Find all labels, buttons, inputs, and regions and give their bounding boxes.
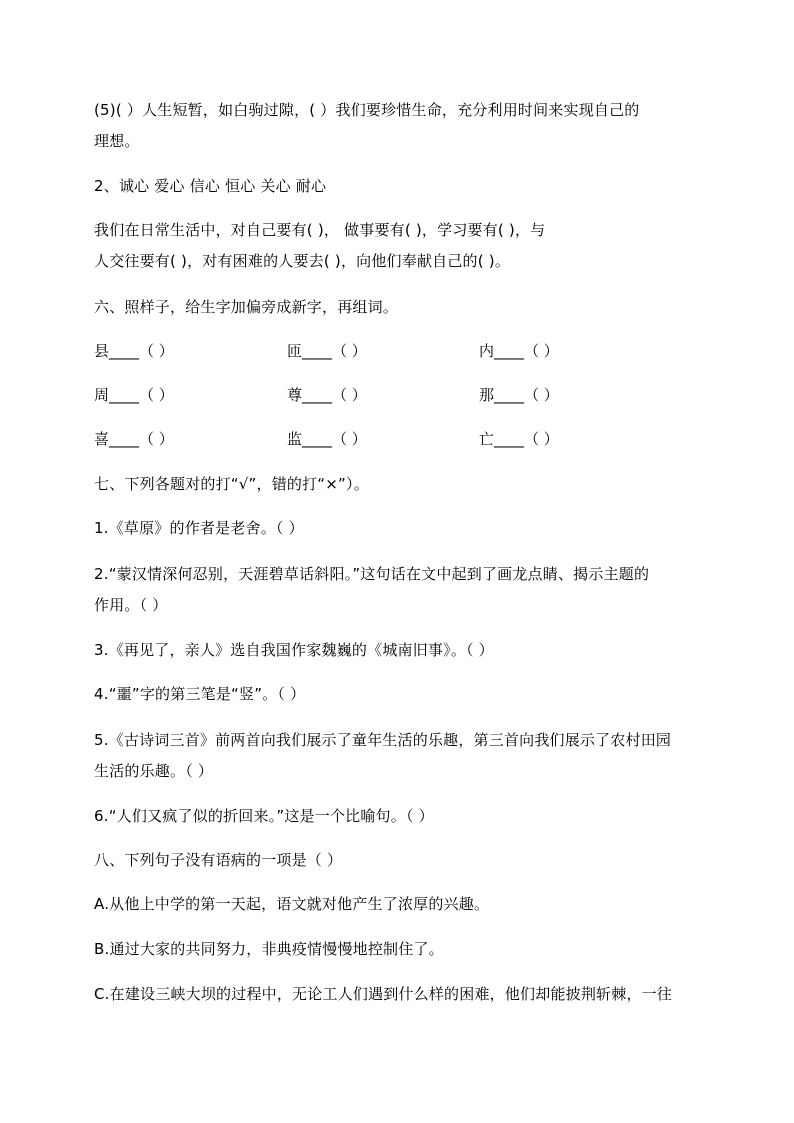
judge-item: 1.《草原》的作者是老舍。（ ）: [94, 519, 304, 537]
char-item: 周____（ ）: [94, 386, 174, 404]
section-6-title: 六、照样子，给生字加偏旁成新字，再组词。: [94, 298, 399, 316]
judge-item: 作用。（ ）: [94, 596, 168, 614]
char-item: 监____（ ）: [287, 430, 367, 448]
char-item: 喜____（ ）: [94, 430, 174, 448]
judge-item: 6.“人们又疯了似的折回来。”这是一个比喻句。（ ）: [94, 807, 434, 825]
choice-option-c: C.在建设三峡大坝的过程中，无论工人们遇到什么样的困难，他们却能披荆斩棘，一往: [94, 985, 673, 1003]
word-bank-title: 2、诚心 爱心 信心 恒心 关心 耐心: [94, 177, 327, 195]
char-item: 亡____（ ）: [479, 430, 559, 448]
char-item: 那____（ ）: [479, 386, 559, 404]
char-item: 内____（ ）: [479, 342, 559, 360]
choice-option-b: B.通过大家的共同努力，非典疫情慢慢地控制住了。: [94, 940, 444, 958]
judge-item: 3.《再见了，亲人》选自我国作家魏巍的《城南旧事》。（ ）: [94, 641, 494, 659]
fill-blank-line-2: 人交往要有( )，对有困难的人要去( )，向他们奉献自己的( )。: [94, 252, 511, 270]
question-5-line-2: 理想。: [94, 132, 140, 150]
judge-item: 2.“蒙汉情深何忍别，天涯碧草话斜阳。”这句话在文中起到了画龙点睛、揭示主题的: [94, 565, 650, 583]
fill-blank-line-1: 我们在日常生活中，对自己要有( )， 做事要有( )，学习要有( )，与: [94, 221, 546, 239]
question-5-line-1: (5)( ）人生短暂，如白驹过隙，( ）我们要珍惜生命，充分利用时间来实现自己的: [94, 101, 640, 119]
judge-item: 5.《古诗词三首》前两首向我们展示了童年生活的乐趣，第三首向我们展示了农村田园: [94, 731, 672, 749]
char-item: 县____（ ）: [94, 342, 174, 360]
section-7-title: 七、下列各题对的打“√”，错的打“×”）。: [94, 475, 369, 493]
choice-option-a: A.从他上中学的第一天起，语文就对他产生了浓厚的兴趣。: [94, 895, 490, 913]
judge-item: 生活的乐趣。（ ）: [94, 762, 214, 780]
judge-item: 4.“噩”字的第三笔是“竖”。（ ）: [94, 685, 306, 703]
char-item: 尊____（ ）: [287, 386, 367, 404]
section-8-title: 八、下列句子没有语病的一项是（ ）: [94, 851, 343, 869]
char-item: 匝____（ ）: [287, 342, 367, 360]
